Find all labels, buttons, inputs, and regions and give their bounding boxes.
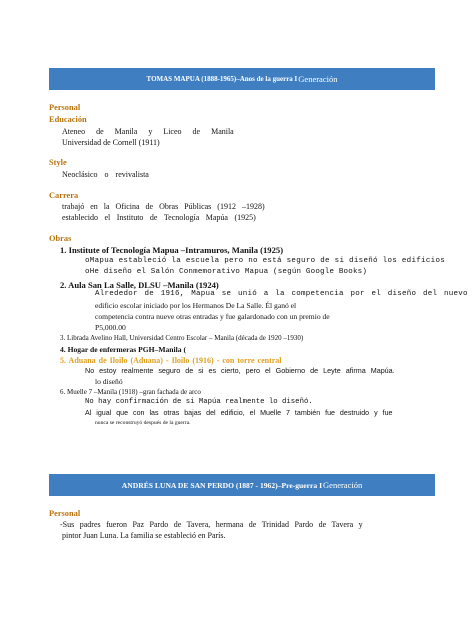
edu-line-2: Universidad de Cornell (1911) bbox=[62, 138, 160, 147]
obra-2-line-2: edificio escolar iniciado por los Hermanos De La Salle. Él ganó el bbox=[95, 301, 297, 310]
heading-style: Style bbox=[49, 158, 67, 167]
edu-line-1-text: Ateneo de Manila y Liceo de Manila bbox=[62, 127, 234, 136]
luna-line-2: pintor Juan Luna. La familia se estableció en París. bbox=[62, 531, 226, 540]
section-banner-luna bbox=[49, 474, 435, 496]
obra-1-line-1: oMapua estableció la escuela pero no está seguro de si diseñó los edificios bbox=[85, 257, 446, 265]
banner-title: TOMAS MAPUA (1888-1965)–Anos de la guerra I bbox=[146, 75, 298, 83]
luna-line-1: -Sus padres fueron Paz Pardo de Tavera, hermana de Trinidad Pardo de Tavera y bbox=[60, 520, 363, 529]
carrera-line-1: trabajó en la Oficina de Obras Públicas (1912 –1928) bbox=[62, 202, 265, 211]
obra-6-line-3: nunca se reconstruyó después de la guerra. bbox=[95, 420, 191, 426]
obra-6-line-2: Al igual que con las otras bajas del edificio, el Muelle 7 también fue destruido y fue bbox=[85, 409, 393, 417]
edu-line-1 bbox=[62, 127, 234, 136]
obra-2-line-3: competencia contra nueve otras entradas y fue galardonado con un premio de bbox=[95, 312, 330, 321]
obra-6-line-1: No hay confirmación de si Mapúa realmente lo diseñó. bbox=[85, 398, 313, 406]
obra-6: 6. Muelle 7 –Manila (1918) –gran fachada de arco bbox=[60, 388, 201, 396]
obra-4: 4. Hogar de enfermeras PGH–Manila ( bbox=[60, 345, 186, 354]
banner-generation: Generación bbox=[323, 480, 363, 490]
heading-educacion: Educación bbox=[49, 115, 87, 124]
heading-obras: Obras bbox=[49, 234, 72, 243]
banner-generation: Generación bbox=[298, 74, 338, 84]
obra-2-title: 2. Aula San La Salle, DLSU –Manila (1924) bbox=[60, 280, 219, 290]
obra-2-line-4: P5,000.00 bbox=[95, 323, 126, 332]
obra-5-line-2: lo diseñó bbox=[95, 377, 123, 386]
obra-1-line-2: oHe diseño el Salón Conmemorativo Mapua (según Google Books) bbox=[85, 268, 368, 276]
heading-personal-luna: Personal bbox=[49, 509, 81, 518]
heading-carrera: Carrera bbox=[49, 191, 79, 200]
obra-3: 3. Librada Avelino Hall, Universidad Centro Escolar – Manila (década de 1920 –1930) bbox=[60, 334, 304, 342]
section-banner-mapua bbox=[49, 68, 435, 90]
obra-5: 5. Aduana de Iloilo (Aduana) - Iloilo (1916) - con torre central bbox=[60, 356, 282, 365]
obra-2-line-1: Alrededor de 1916, Mapua se unió a la competencia por el diseño del nuevo bbox=[95, 290, 468, 298]
carrera-line-2: establecido el Instituto de Tecnología Mapúa (1925) bbox=[62, 213, 256, 222]
obra-5-line-1: No estoy realmente seguro de si es cierto, pero el Gobierno de Leyte afirma Mapúa. bbox=[85, 366, 395, 375]
obra-1-title: 1. Institute of Tecnología Mapua –Intramuros, Manila (1925) bbox=[60, 245, 284, 255]
heading-personal: Personal bbox=[49, 103, 81, 112]
banner-title: ANDRÉS LUNA DE SAN PERDO (1887 - 1962)–Pre-guerra I bbox=[121, 480, 323, 490]
style-line: Neoclásico o revivalista bbox=[62, 170, 149, 179]
